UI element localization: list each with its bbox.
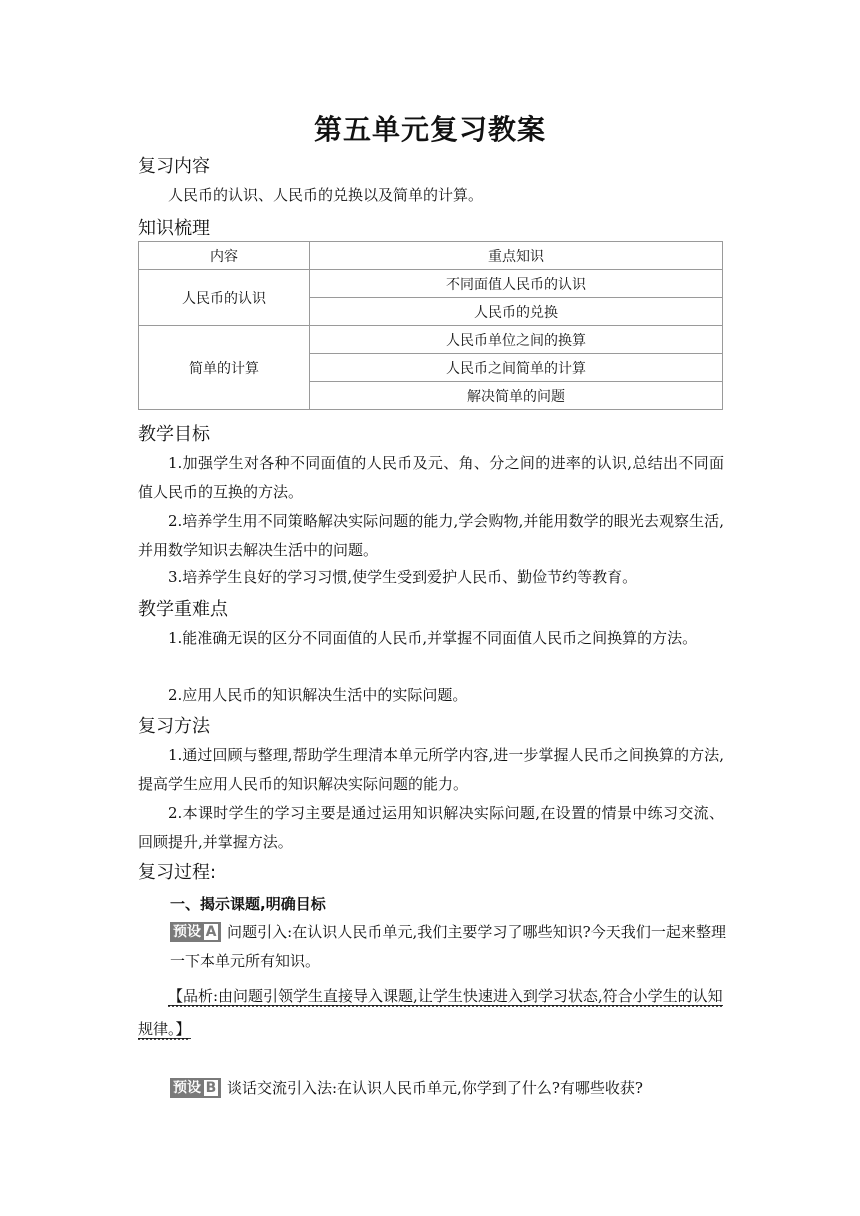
table-cell: 人民币单位之间的换算 xyxy=(310,326,723,354)
table-header-cell: 内容 xyxy=(139,242,310,270)
preset-a-badge: 预设 A xyxy=(170,922,221,942)
preset-a-text: 问题引入:在认识人民币单元,我们主要学习了哪些知识?今天我们一起来整理一下本单元所有知识。 xyxy=(170,923,726,970)
analysis-text: 【品析:由问题引领学生直接导入课题,让学生快速进入到学习状态,符合小学生的认知规律。】 xyxy=(138,987,723,1038)
table-header-cell: 重点知识 xyxy=(310,242,723,270)
preset-b-text: 谈话交流引入法:在认识人民币单元,你学到了什么?有哪些收获? xyxy=(227,1079,643,1097)
process-step-title: 一、揭示课题,明确目标 xyxy=(170,895,326,913)
table-header-row xyxy=(139,242,723,270)
heading-goals: 教学目标 xyxy=(138,424,210,445)
table-row xyxy=(139,326,723,354)
knowledge-table xyxy=(138,241,723,410)
page-title: 第五单元复习教案 xyxy=(313,113,546,146)
heading-key-points: 教学重难点 xyxy=(138,599,228,620)
goal-item: 1.加强学生对各种不同面值的人民币及元、角、分之间的进率的认识,总结出不同面值人民币的互换的方法。 xyxy=(138,454,724,501)
heading-process: 复习过程: xyxy=(138,862,217,883)
preset-b-paragraph xyxy=(170,1074,726,1103)
table-row xyxy=(139,270,723,298)
goal-item: 2.培养学生用不同策略解决实际问题的能力,学会购物,并能用数学的眼光去观察生活,并用数学知识去解决生活中的问题。 xyxy=(138,512,724,559)
table-group-label: 人民币的认识 xyxy=(139,270,310,326)
table-cell: 不同面值人民币的认识 xyxy=(310,270,723,298)
review-content-text: 人民币的认识、人民币的兑换以及简单的计算。 xyxy=(168,186,484,204)
table-cell: 人民币之间简单的计算 xyxy=(310,354,723,382)
preset-b-badge: 预设 B xyxy=(170,1078,221,1098)
table-group-label: 简单的计算 xyxy=(139,326,310,410)
method-item: 1.通过回顾与整理,帮助学生理清本单元所学内容,进一步掌握人民币之间换算的方法,提高学生应用人民币的知识解决实际问题的能力。 xyxy=(138,746,724,793)
method-item: 2.本课时学生的学习主要是通过运用知识解决实际问题,在设置的情景中练习交流、回顾提升,并掌握方法。 xyxy=(138,804,724,851)
heading-methods: 复习方法 xyxy=(138,716,210,737)
heading-knowledge: 知识梳理 xyxy=(138,218,210,239)
goal-item: 3.培养学生良好的学习习惯,使学生受到爱护人民币、勤俭节约等教育。 xyxy=(168,568,638,586)
heading-review-content: 复习内容 xyxy=(138,156,210,177)
key-point-item: 1.能准确无误的区分不同面值的人民币,并掌握不同面值人民币之间换算的方法。 xyxy=(168,629,698,647)
analysis-note xyxy=(138,980,726,1046)
preset-a-paragraph xyxy=(170,918,726,976)
table-cell: 人民币的兑换 xyxy=(310,298,723,326)
table-cell: 解决简单的问题 xyxy=(310,382,723,410)
key-point-item: 2.应用人民币的知识解决生活中的实际问题。 xyxy=(168,686,468,704)
